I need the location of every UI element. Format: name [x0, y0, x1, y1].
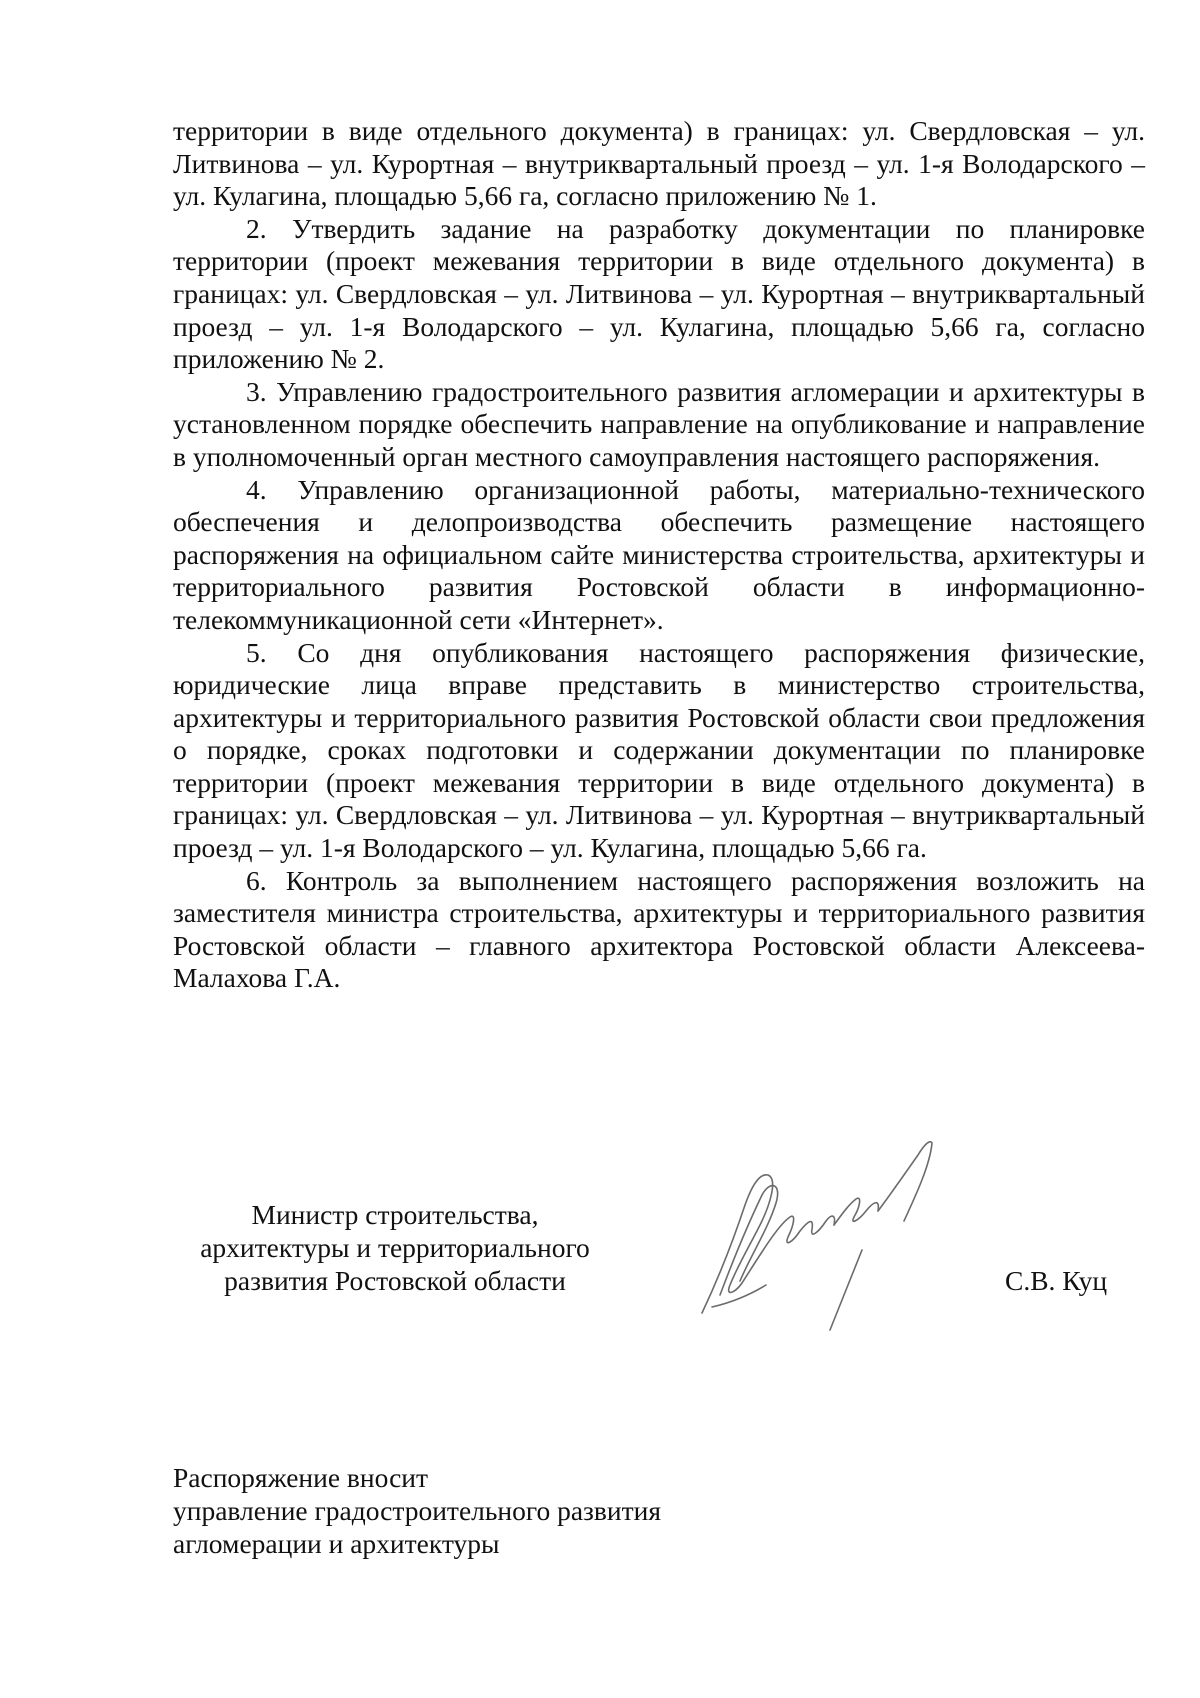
signatory-title: [175, 1198, 615, 1297]
signatory-title-line-3: развития Ростовской области: [224, 1265, 566, 1296]
paragraph-5: 5. Со дня опубликования настоящего распоряжения физические, юридические лица вправе представить в министерство строительства, архитектуры и территориального развития Ростовской области свои предложения о порядке, сроках подготовки и содержании документации по планировке территории (проект межевания территории в виде отдельного документа) в границах: ул. Свердловская – ул. Литвинова – ул. Курортная – внутриквартальный проезд – ул. 1-я Володарского – ул. Кулагина, площадью 5,66 га.: [173, 636, 1145, 864]
document-body: [173, 115, 1145, 995]
paragraph-2: 2. Утвердить задание на разработку документации по планировке территории (проект межевания территории в виде отдельного документа) в границах: ул. Свердловская – ул. Литвинова – ул. Курортная – внутриквартальный проезд – ул. 1-я Володарского – ул. Кулагина, площадью 5,66 га, согласно приложению № 2.: [173, 212, 1145, 375]
paragraph-4: 4. Управлению организационной работы, материально-технического обеспечения и делопроизводства обеспечить размещение настоящего распоряжения на официальном сайте министерства строительства, архитектуры и территориального развития Ростовской области в информационно-телекоммуникационной сети «Интернет».: [173, 473, 1145, 635]
issuer-note-line-1: Распоряжение вносит: [173, 1462, 429, 1493]
issuer-note-line-3: агломерации и архитектуры: [173, 1528, 500, 1559]
paragraph-3: 3. Управлению градостроительного развития агломерации и архитектуры в установленном порядке обеспечить направление на опубликование и направление в уполномоченный орган местного самоуправления настоящего распоряжения.: [173, 375, 1145, 472]
paragraph-6: 6. Контроль за выполнением настоящего распоряжения возложить на заместителя министра строительства, архитектуры и территориального развития Ростовской области – главного архитектора Ростовской области Алексеева-Малахова Г.А.: [173, 864, 1145, 994]
signatory-title-line-1: Министр строительства,: [251, 1199, 539, 1230]
paragraph-continuation: территории в виде отдельного документа) в границах: ул. Свердловская – ул. Литвинова – ул. Курортная – внутриквартальный проезд – ул. 1-я Володарского – ул. Кулагина, площадью 5,66 га, согласно приложению № 1.: [173, 115, 1145, 212]
signatory-title-line-2: архитектуры и территориального: [200, 1232, 590, 1263]
handwritten-signature: [690, 1125, 970, 1340]
signer-name: С.В. Куц: [1005, 1265, 1108, 1296]
issuer-note-line-2: управление градостроительного развития: [173, 1495, 662, 1526]
issuer-note: [173, 1461, 661, 1560]
